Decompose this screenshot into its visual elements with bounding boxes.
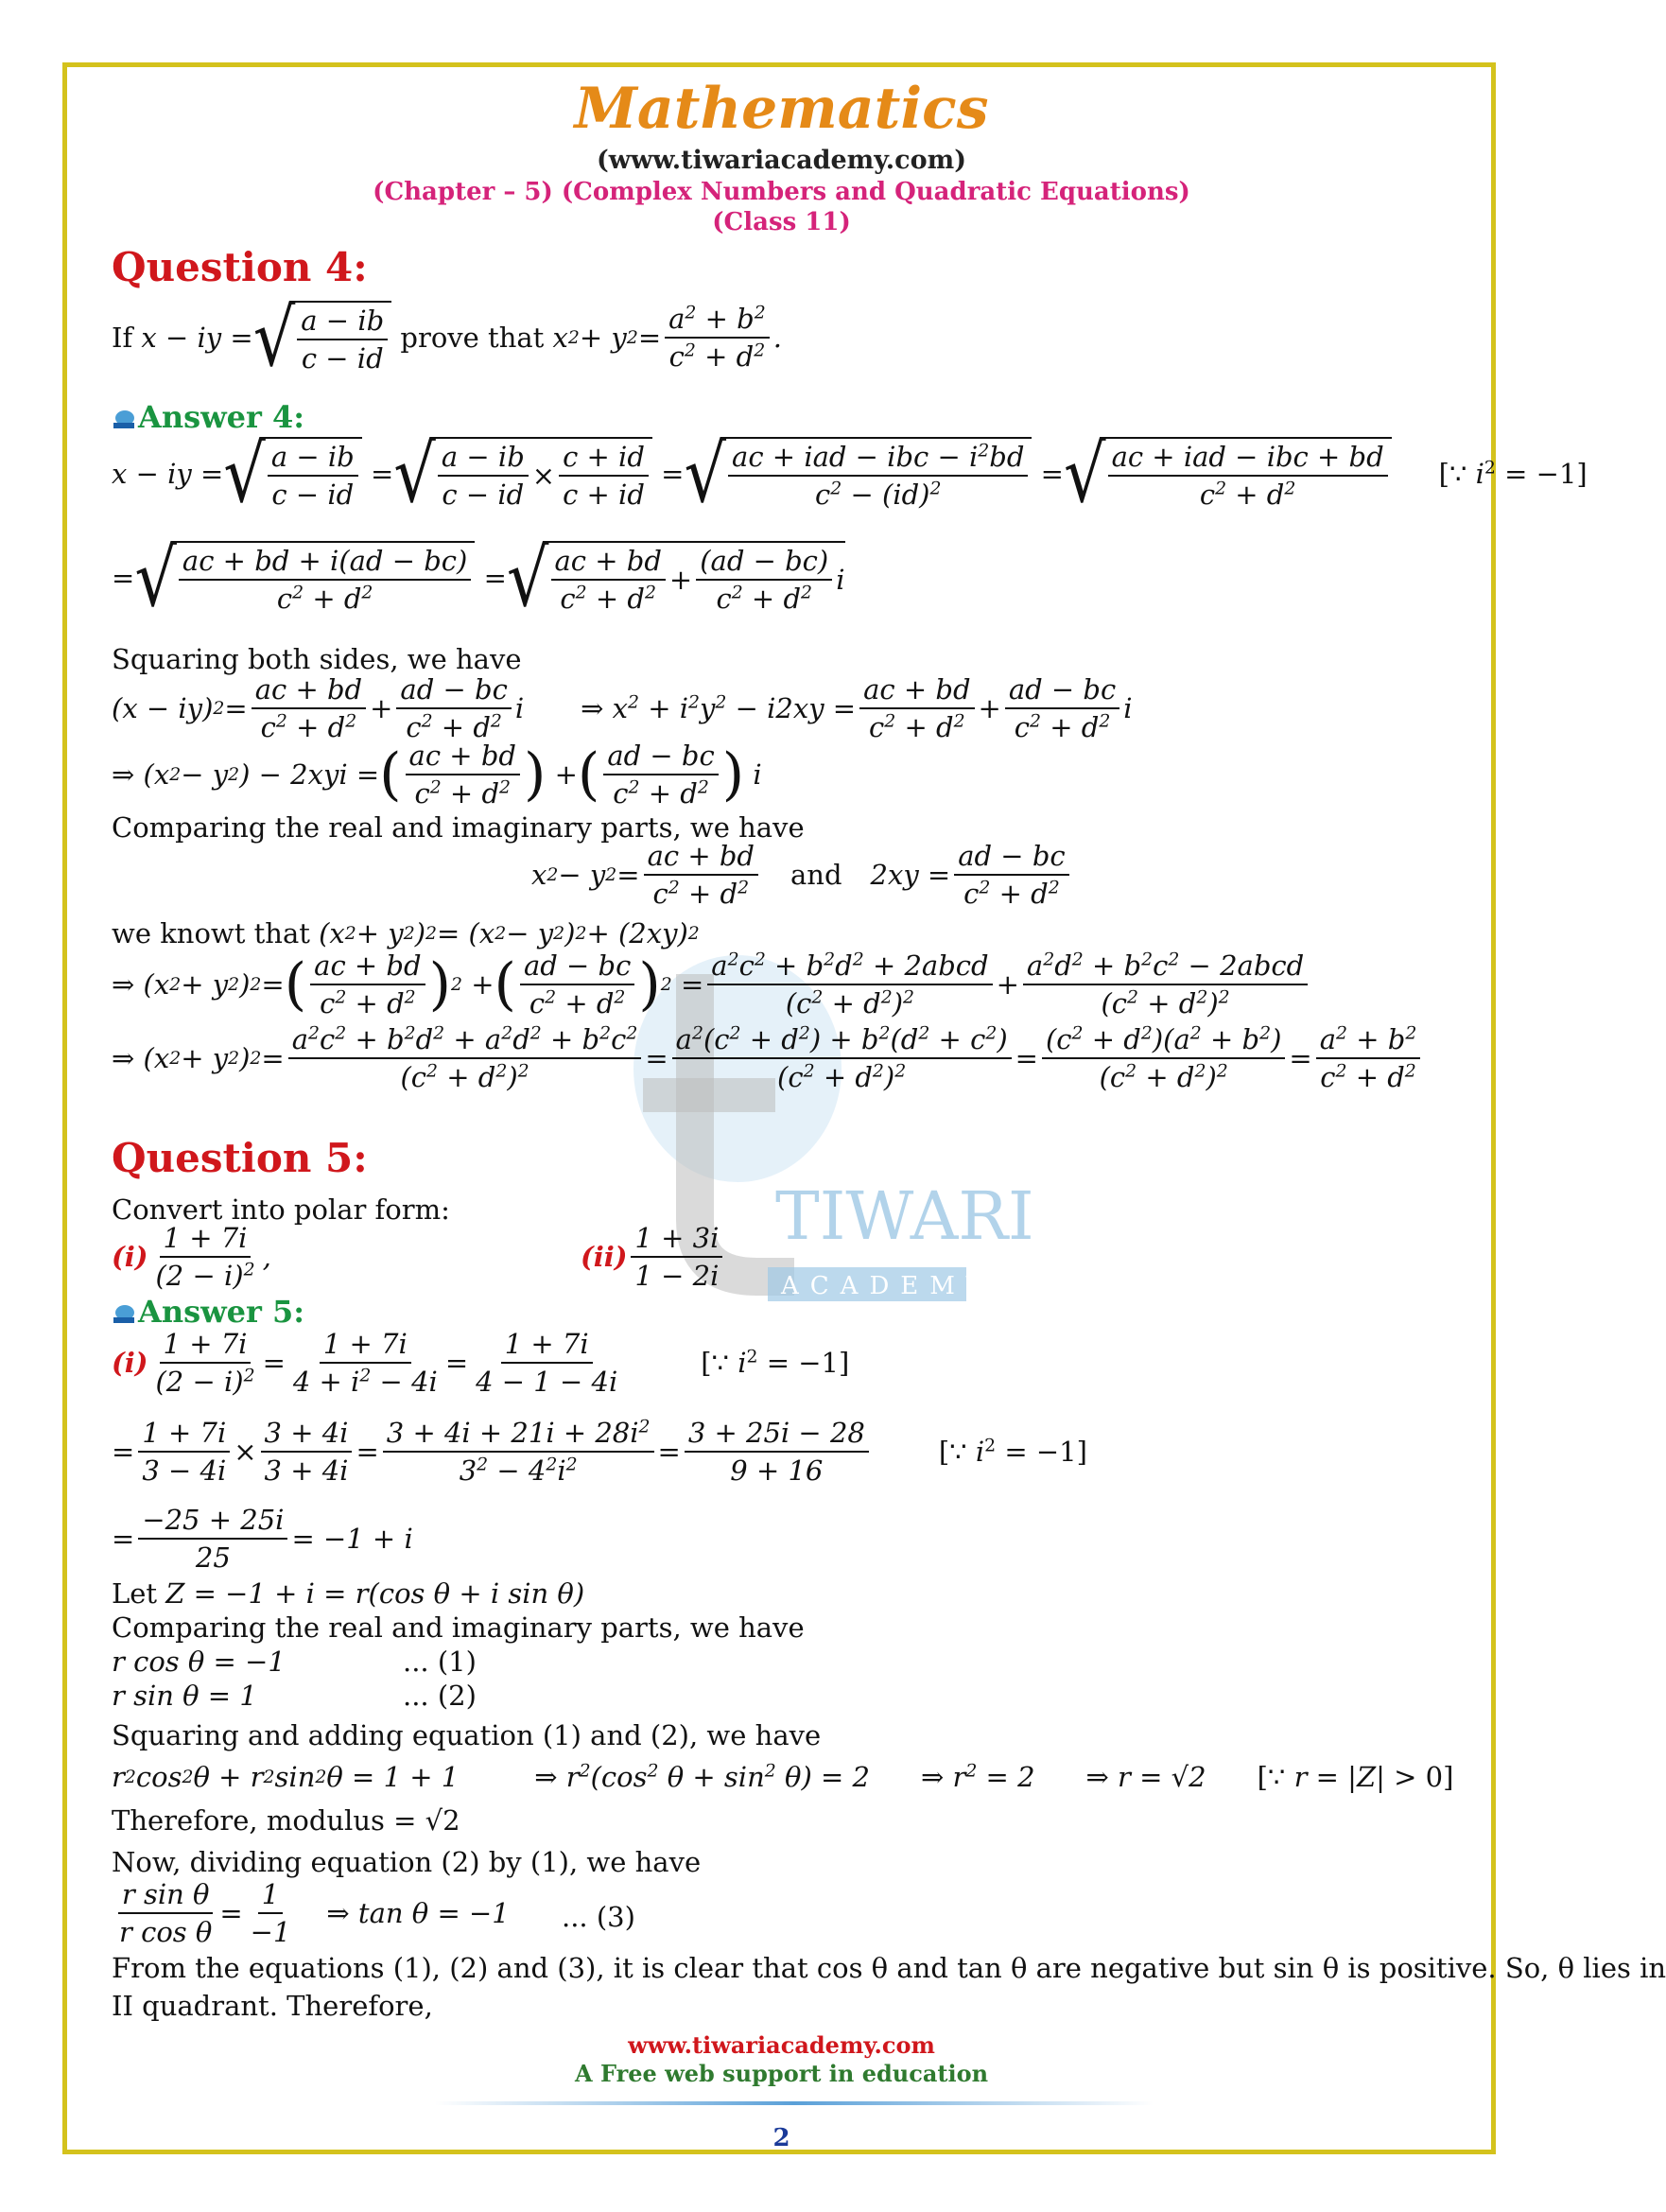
- question-4-heading: Question 4:: [112, 244, 368, 290]
- q5-step-5: r sin θ r cos θ = 1 −1 ⇒ tan θ = −1: [119, 1878, 510, 1948]
- q4-step-3: (x − iy) 2 = ac + bd $c^2 + d^2$ + ad − bc $c^2 + d^2$ i ⇒ $x^2 + i^2y^2 - i2xy$ = $\frac{ac + bd}{c^2 + d^2}$ + ad − bc $c^2 + d^2$ i: [112, 673, 1133, 743]
- tiwari-logo-icon: [112, 409, 136, 430]
- q5-step-1: (i) 1 + 7i $(2 - i)^2$ = 1 + 7i $4 + i^2 - 4i$ = 1 + 7i 4 − 1 − 4i [∵ $i^2 = -1$]: [112, 1328, 850, 1398]
- q5-eq-1-label: ... (1): [403, 1646, 477, 1678]
- page-number: 2: [772, 2124, 790, 2152]
- header-class: (Class 11): [712, 208, 851, 236]
- q5-step-3: = −25 + 25i 25 = −1 + i: [112, 1504, 413, 1574]
- q4-step-7: ⇒ (x 2 + y 2 ) 2 = ( ac + bd $c^2 + d^2$ ) 2 + ( ad − bc $c^2 + d^2$ ) 2 = $a^2c^2 + b^2d^2$ + 2abcd $(c^2 + d^2)^2$ + $a^2d^2 + b^2c^2$ − 2abcd $(c^2 + d^2)^2$: [112, 949, 1311, 1019]
- q4-know-that: we knowt that: [112, 917, 310, 949]
- q4-if: If: [112, 322, 133, 354]
- q4-step-1: x − iy = √ a − ib c − id = √ a − ib c − id × c + id c + id = √ ac + iad − ibc − $i^2bd$ $c^2 - (id)^2$ = √ ac + iad − ibc + bd $c^2 + d^2$ [∵ $i^2 = -1$]: [112, 427, 1588, 521]
- header-chapter: (Chapter – 5) (Complex Numbers and Quadratic Equations): [373, 178, 1190, 206]
- watermark-brand: TIWARI: [775, 1177, 1034, 1255]
- q5-eq-2-label: ... (2): [403, 1680, 477, 1712]
- answer-4-heading: Answer 4:: [112, 399, 304, 435]
- q5-part-i-statement: (i) 1 + 7i $(2 - i)^2$ ,: [112, 1222, 271, 1292]
- q4-squaring-text: Squaring both sides, we have: [112, 643, 522, 675]
- q4-step-5: x 2 − y 2 = ac + bd $c^2 + d^2$ and 2xy = ad − bc $c^2 + d^2$: [531, 840, 1073, 910]
- tiwari-logo-icon: [112, 1304, 136, 1325]
- q4-and: and: [790, 859, 842, 891]
- header-website: (www.tiwariacademy.com): [597, 146, 966, 175]
- q4-step-8: ⇒ (x 2 + y 2 ) 2 = $a^2c^2 + b^2d^2 + a^2d^2 + b^2c^2$ $(c^2 + d^2)^2$ = $a^2(c^2 + d^2) + b^2(d^2 + c^2)$ $(c^2 + d^2)^2$ = $(c^2 + d^2)(a^2 + b^2)$ $(c^2 + d^2)^2$ = $a^2 + b^2$ $c^2 + d^2$: [112, 1023, 1424, 1093]
- q5-conclusion-line-2: II quadrant. Therefore,: [112, 1990, 433, 2022]
- q4-statement: If x − iy = √ a − ib c − id prove that x 2 + y 2 = $a^2 + b^2$ $c^2 + d^2$ .: [112, 290, 782, 385]
- answer-5-heading: Answer 5:: [112, 1294, 304, 1330]
- q4-step-2: = √ ac + bd + i(ad − bc) $c^2 + d^2$ = √ ac + bd $c^2 + d^2$ + (ad − bc) $c^2 + d^2$ i: [112, 531, 845, 625]
- q5-comparing-text: Comparing the real and imaginary parts, we have: [112, 1611, 805, 1644]
- watermark-sub: ACADEMY: [781, 1272, 995, 1300]
- q5-eq-1: r cos θ = −1: [112, 1646, 286, 1678]
- q5-eq-3-label: ... (3): [562, 1901, 635, 1933]
- q4-prove: prove that: [400, 322, 545, 354]
- q5-squaring-adding-text: Squaring and adding equation (1) and (2), we have: [112, 1719, 822, 1751]
- q5-eq-2: r sin θ = 1: [112, 1680, 257, 1712]
- footer-tagline: A Free web support in education: [574, 2060, 989, 2087]
- footer-divider: [435, 2101, 1154, 2105]
- footer-website[interactable]: www.tiwariacademy.com: [628, 2031, 935, 2059]
- question-5-heading: Question 5:: [112, 1135, 368, 1181]
- q5-conclusion-line-1: From the equations (1), (2) and (3), it is clear that cos θ and tan θ are negative but sin θ is positive. So, θ lies in: [112, 1952, 1666, 1984]
- q4-step-6: we knowt that (x 2 + y 2 ) 2 = (x 2 − y 2 ) 2 + (2xy) 2: [112, 917, 700, 949]
- q4-step-4: ⇒ (x 2 − y 2 ) − 2xyi = ( ac + bd $c^2 + d^2$ ) + ( ad − bc $c^2 + d^2$ ) i: [112, 740, 762, 810]
- q5-part-ii-statement: (ii) 1 + 3i 1 − 2i: [581, 1222, 726, 1292]
- q5-modulus: Therefore, modulus = √2: [112, 1804, 460, 1837]
- q5-step-2: = 1 + 7i 3 − 4i × 3 + 4i 3 + 4i = $3 + 4i + 21i + 28i^2$ $3^2 - 4^2i^2$ = 3 + 25i − 28 9 + 16 [∵ $i^2 = -1$]: [112, 1417, 1087, 1487]
- q5-dividing-text: Now, dividing equation (2) by (1), we have: [112, 1846, 702, 1878]
- q5-let-z: Let Z = −1 + i = r(cos θ + i sin θ): [112, 1577, 585, 1610]
- q5-convert-text: Convert into polar form:: [112, 1193, 450, 1226]
- page-title: Mathematics: [574, 76, 989, 142]
- q5-step-4: r 2 cos 2 θ + r 2 sin 2 θ = 1 + 1 ⇒ $r^2(\cos^2$ $\theta + \sin^2 \theta) = 2$ ⇒ $r^2 = 2$ ⇒ r = √2 [∵ r = |Z| > 0]: [112, 1761, 1454, 1793]
- q4-comparing-text: Comparing the real and imaginary parts, we have: [112, 811, 805, 844]
